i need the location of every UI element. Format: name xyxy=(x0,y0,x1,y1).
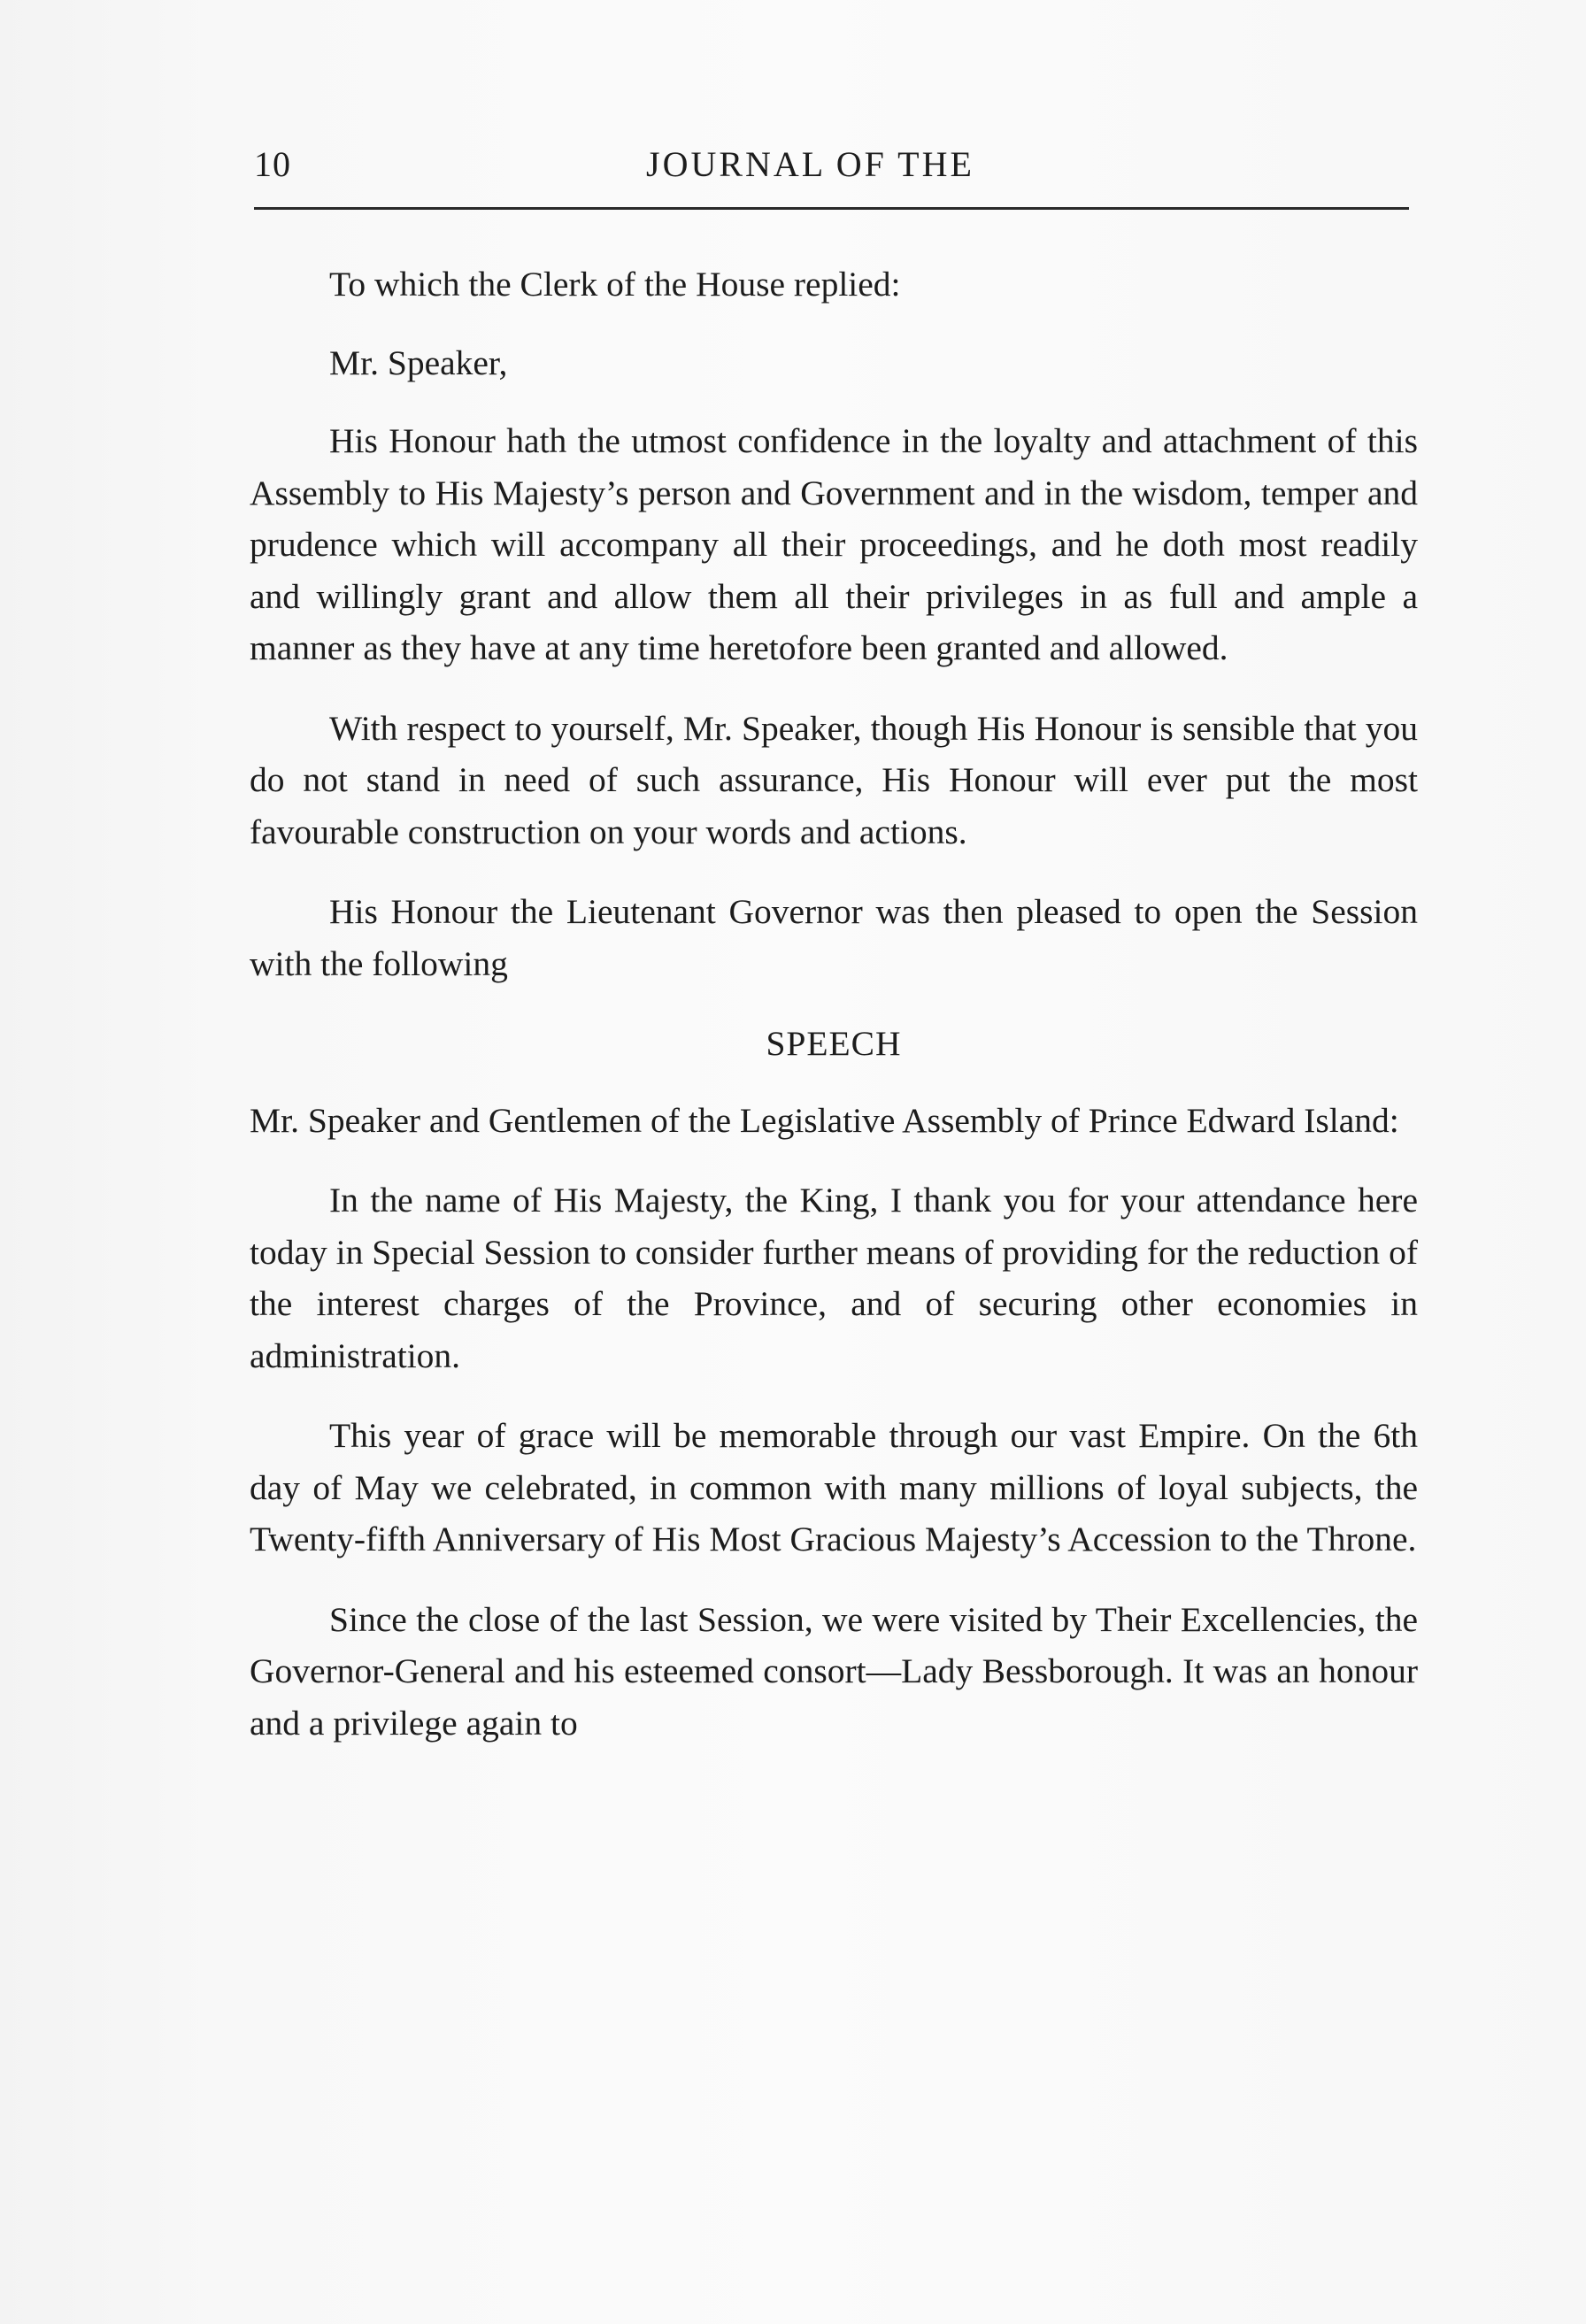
page-number: 10 xyxy=(254,144,291,184)
paragraph-respect-speaker: With respect to yourself, Mr. Speaker, though His Honour is sensible that you do not stand in need of such assurance, His Honour will ever put the most favourable construction on your words and actions. xyxy=(250,708,1418,851)
paragraph-visit: Since the close of the last Session, we were visited by Their Excellencies, the Governor-General and his esteemed consort—Lady Bessborough. It was an honour and a privilege again to xyxy=(250,1599,1418,1743)
paragraph-honour-confidence: His Honour hath the utmost confidence in the loyalty and attachment of this Assembly to His Majesty’s person and Government and in the wisdom, temper and prudence which will accompany all their proceedings, and he doth most readily and willingly grant and allow them all their privileges in as full and ample a manner as they have at any time heretofore been granted and allowed. xyxy=(250,421,1418,667)
page-header xyxy=(254,143,1409,196)
header-rule xyxy=(254,207,1409,210)
speech-salutation: Mr. Speaker and Gentlemen of the Legislative Assembly of Prince Edward Island: xyxy=(250,1100,1399,1140)
speech-heading: SPEECH xyxy=(766,1024,902,1063)
body-text xyxy=(250,258,1418,1777)
paragraph-open-session: His Honour the Lieutenant Governor was then pleased to open the Session with the following xyxy=(250,892,1418,983)
running-title: JOURNAL OF THE xyxy=(646,144,974,184)
paragraph-clerk-reply: To which the Clerk of the House replied: xyxy=(329,265,901,304)
paragraph-anniversary: This year of grace will be memorable through our vast Empire. On the 6th day of May we celebrated, in common with many millions of loyal subjects, the Twenty-fifth Anniversary of His Most Gracious Majesty’s Accession to the Throne. xyxy=(250,1416,1418,1558)
paragraph-address: Mr. Speaker, xyxy=(329,342,508,382)
paragraph-special-session: In the name of His Majesty, the King, I thank you for your attendance here today in Special Session to consider further means of providing for the reduction of the interest charges of the Province, and of securing other economies in administration. xyxy=(250,1181,1418,1375)
